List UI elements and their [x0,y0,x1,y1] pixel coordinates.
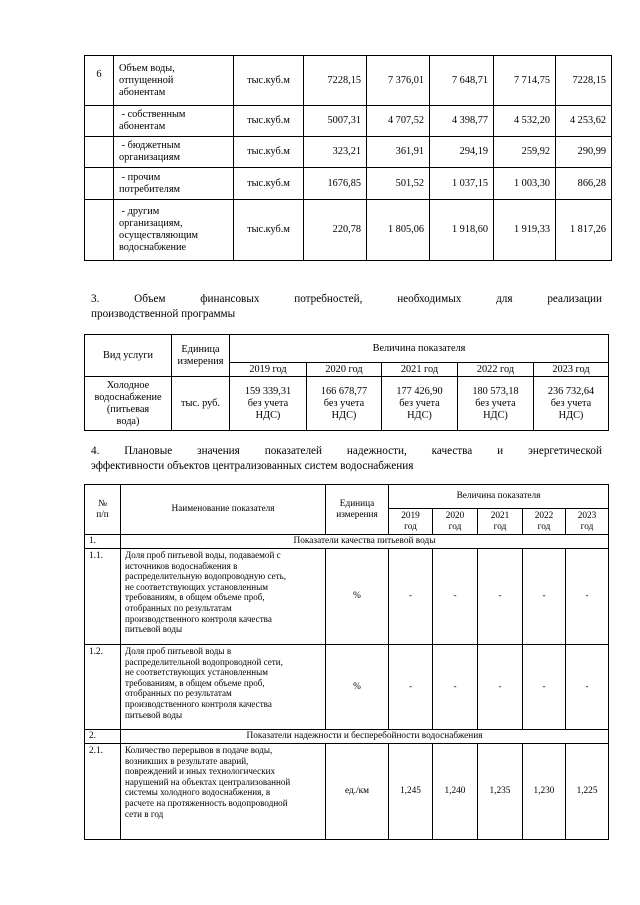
header-value: Величина показателя [389,485,609,509]
value-cell: 220,78 [304,200,367,261]
indicators-table [84,484,609,840]
value-cell: 4 707,52 [367,106,430,137]
value-cell: 1 817,26 [556,200,612,261]
section-row [85,535,609,549]
unit-cell: % [326,645,389,730]
row-number [85,200,114,261]
indicator-name: - бюджетным организациям [114,137,234,168]
value-cell: - [566,645,609,730]
value-cell: - [566,549,609,645]
table-row [85,744,609,840]
year-header: 2021 год [382,363,458,377]
header-number: № п/п [85,485,121,535]
indicator-name: - собственным абонентам [114,106,234,137]
header-unit: Единица измерения [172,335,230,377]
indicator-name: Количество перерывов в подаче воды, возникших в результате аварий, повреждений и иных технологических нарушений на объектах централизованной системы холодного водоснабжения, в расчете на протяженность водопроводной сети в год [121,744,326,840]
table-row [85,549,609,645]
section-4-heading: 4. Плановые значения показателей надежности, качества и энергетической эффективности объектов централизованных систем водоснабжения [91,445,602,472]
section-number: 2. [85,730,121,744]
year-header: 2022 год [458,363,534,377]
table-row [85,106,612,137]
table-header-row [85,335,609,363]
value-cell: 1 037,15 [430,168,494,200]
value-cell: - [523,645,566,730]
table-row [85,137,612,168]
value-cell: 1,235 [478,744,523,840]
water-volume-table [84,55,612,261]
value-cell: 180 573,18 без учета НДС) [458,377,534,431]
unit-cell: ед./км [326,744,389,840]
value-cell: 166 678,77 без учета НДС) [307,377,382,431]
value-cell: 7 648,71 [430,56,494,106]
value-cell: - [389,645,433,730]
value-cell: 1676,85 [304,168,367,200]
value-cell: 177 426,90 без учета НДС) [382,377,458,431]
indicator-name: Доля проб питьевой воды, подаваемой с источников водоснабжения в распределительную водопроводную сеть, не соответствующих установленным требованиям, в общем объеме проб, отобранных по результатам производственного контроля качества питьевой воды [121,549,326,645]
value-cell: 1,240 [433,744,478,840]
value-cell: 7 714,75 [494,56,556,106]
row-number: 6 [85,56,114,106]
value-cell: 1,230 [523,744,566,840]
section-3-heading: 3. Объем финансовых потребностей, необходимых для реализации производственной программы [91,293,602,320]
value-cell: 1,245 [389,744,433,840]
unit-cell: тыс.куб.м [234,137,304,168]
year-header: 2020 год [433,509,478,535]
table-row [85,377,609,431]
unit-cell: тыс.куб.м [234,200,304,261]
value-cell: 7 376,01 [367,56,430,106]
value-cell: - [478,549,523,645]
value-cell: 259,92 [494,137,556,168]
value-cell: - [433,645,478,730]
value-cell: 290,99 [556,137,612,168]
value-cell: 1 805,06 [367,200,430,261]
header-service: Вид услуги [85,335,172,377]
indicator-name: - другим организациям, осуществляющим водоснабжение [114,200,234,261]
row-number [85,106,114,137]
value-cell: 159 339,31 без учета НДС) [230,377,307,431]
year-header: 2023 год [534,363,609,377]
year-header: 2022 год [523,509,566,535]
table-row [85,56,612,106]
value-cell: 5007,31 [304,106,367,137]
value-cell: 4 532,20 [494,106,556,137]
value-cell: - [523,549,566,645]
value-cell: 1,225 [566,744,609,840]
row-number [85,137,114,168]
value-cell: 7228,15 [304,56,367,106]
value-cell: 7228,15 [556,56,612,106]
row-number [85,168,114,200]
value-cell: 866,28 [556,168,612,200]
year-header: 2019 год [230,363,307,377]
section-title: Показатели надежности и бесперебойности водоснабжения [121,730,609,744]
row-number: 1.1. [85,549,121,645]
header-name: Наименование показателя [121,485,326,535]
year-header: 2023 год [566,509,609,535]
header-value: Величина показателя [230,335,609,363]
row-number: 1.2. [85,645,121,730]
value-cell: 323,21 [304,137,367,168]
value-cell: 1 003,30 [494,168,556,200]
value-cell: 236 732,64 без учета НДС) [534,377,609,431]
indicator-name: Доля проб питьевой воды в распределительной водопроводной сети, не соответствующих установленным требованиям, в общем объеме проб, отобранных по результатам производственного контроля качества питьевой воды [121,645,326,730]
year-header: 2019 год [389,509,433,535]
value-cell: 4 398,77 [430,106,494,137]
unit-cell: тыс.куб.м [234,168,304,200]
value-cell: - [478,645,523,730]
service-name: Холодное водоснабжение (питьевая вода) [85,377,172,431]
table-row [85,200,612,261]
table-row [85,168,612,200]
value-cell: 1 919,33 [494,200,556,261]
year-header: 2021 год [478,509,523,535]
row-number: 2.1. [85,744,121,840]
indicator-name: Объем воды, отпущенной абонентам [114,56,234,106]
unit-cell: тыс.куб.м [234,56,304,106]
value-cell: 294,19 [430,137,494,168]
table-row [85,645,609,730]
value-cell: 361,91 [367,137,430,168]
unit-cell: % [326,549,389,645]
value-cell: 4 253,62 [556,106,612,137]
value-cell: 501,52 [367,168,430,200]
section-title: Показатели качества питьевой воды [121,535,609,549]
financial-needs-table [84,334,609,431]
year-header: 2020 год [307,363,382,377]
section-number: 1. [85,535,121,549]
value-cell: - [433,549,478,645]
header-unit: Единица измерения [326,485,389,535]
value-cell: - [389,549,433,645]
section-row [85,730,609,744]
value-cell: 1 918,60 [430,200,494,261]
unit-cell: тыс. руб. [172,377,230,431]
indicator-name: - прочим потребителям [114,168,234,200]
table-header-row [85,485,609,509]
unit-cell: тыс.куб.м [234,106,304,137]
